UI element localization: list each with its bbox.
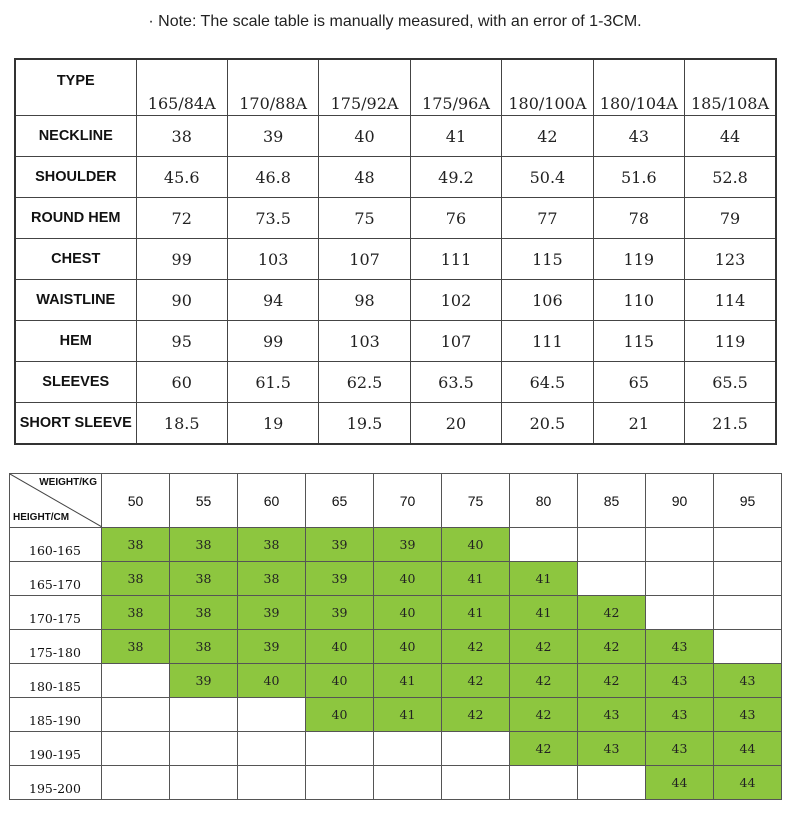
measurement-value: 64.5 (502, 362, 593, 403)
neckline-size-cell: 39 (238, 630, 306, 664)
neckline-size-cell: 41 (442, 596, 510, 630)
measurement-value: 79 (685, 198, 776, 239)
measurement-value: 95 (136, 321, 227, 362)
neckline-size-cell: 38 (102, 630, 170, 664)
empty-cell (578, 562, 646, 596)
neckline-size-cell: 40 (306, 630, 374, 664)
height-row (10, 528, 782, 562)
neckline-size-cell: 38 (102, 528, 170, 562)
neckline-size-cell: 41 (374, 664, 442, 698)
weight-height-corner (10, 474, 102, 528)
height-row (10, 596, 782, 630)
neckline-size-cell: 44 (646, 766, 714, 800)
empty-cell (238, 732, 306, 766)
empty-cell (646, 562, 714, 596)
height-axis-label: HEIGHT/CM (13, 512, 70, 523)
measurement-label: SHORT SLEEVE (15, 403, 136, 445)
measurement-value: 110 (593, 280, 684, 321)
measurement-label: NECKLINE (15, 116, 136, 157)
weight-header-cell: 80 (510, 474, 578, 528)
measurement-value: 115 (593, 321, 684, 362)
measurement-value: 40 (319, 116, 410, 157)
size-row (15, 157, 776, 198)
size-row (15, 239, 776, 280)
weight-header-cell: 75 (442, 474, 510, 528)
neckline-size-cell: 41 (510, 596, 578, 630)
neckline-size-cell: 40 (306, 664, 374, 698)
measurement-value: 107 (410, 321, 501, 362)
empty-cell (238, 766, 306, 800)
size-row (15, 116, 776, 157)
height-range-label: 160-165 (10, 528, 102, 562)
height-row (10, 698, 782, 732)
weight-header-cell: 60 (238, 474, 306, 528)
neckline-size-cell: 43 (714, 698, 782, 732)
empty-cell (102, 664, 170, 698)
neckline-size-cell: 43 (646, 698, 714, 732)
measurement-value: 73.5 (227, 198, 318, 239)
measurement-value: 20.5 (502, 403, 593, 445)
height-range-label: 175-180 (10, 630, 102, 664)
empty-cell (170, 766, 238, 800)
measurement-value: 76 (410, 198, 501, 239)
measurement-value: 65 (593, 362, 684, 403)
measurement-value: 42 (502, 116, 593, 157)
measurement-value: 102 (410, 280, 501, 321)
neckline-size-cell: 42 (510, 732, 578, 766)
height-range-label: 180-185 (10, 664, 102, 698)
measurement-value: 94 (227, 280, 318, 321)
size-header-cell: 185/108A (685, 59, 776, 116)
neckline-size-cell: 38 (102, 596, 170, 630)
weight-header-cell: 55 (170, 474, 238, 528)
empty-cell (510, 528, 578, 562)
measurement-value: 72 (136, 198, 227, 239)
size-row (15, 362, 776, 403)
weight-header-cell: 85 (578, 474, 646, 528)
measurement-value: 111 (410, 239, 501, 280)
measurement-value: 46.8 (227, 157, 318, 198)
measurement-value: 49.2 (410, 157, 501, 198)
empty-cell (306, 732, 374, 766)
measurement-label: SHOULDER (15, 157, 136, 198)
empty-cell (510, 766, 578, 800)
measurement-value: 50.4 (502, 157, 593, 198)
neckline-size-cell: 43 (578, 732, 646, 766)
size-row (15, 280, 776, 321)
size-row (15, 321, 776, 362)
measurement-value: 21.5 (685, 403, 776, 445)
measurement-value: 65.5 (685, 362, 776, 403)
neckline-size-cell: 44 (714, 766, 782, 800)
neckline-size-cell: 38 (102, 562, 170, 596)
height-row (10, 732, 782, 766)
weight-header-cell: 70 (374, 474, 442, 528)
height-row (10, 664, 782, 698)
size-table (14, 58, 777, 445)
size-header-cell: 175/96A (410, 59, 501, 116)
empty-cell (714, 562, 782, 596)
measurement-value: 107 (319, 239, 410, 280)
empty-cell (102, 766, 170, 800)
size-header-cell: 175/92A (319, 59, 410, 116)
measurement-value: 21 (593, 403, 684, 445)
empty-cell (646, 596, 714, 630)
measurement-value: 103 (227, 239, 318, 280)
height-row (10, 562, 782, 596)
neckline-size-cell: 38 (170, 562, 238, 596)
neckline-size-cell: 42 (510, 630, 578, 664)
measurement-value: 99 (136, 239, 227, 280)
neckline-size-cell: 39 (306, 528, 374, 562)
empty-cell (102, 732, 170, 766)
empty-cell (306, 766, 374, 800)
neckline-size-cell: 42 (578, 596, 646, 630)
neckline-size-cell: 39 (306, 562, 374, 596)
measurement-value: 90 (136, 280, 227, 321)
height-range-label: 190-195 (10, 732, 102, 766)
measurement-value: 52.8 (685, 157, 776, 198)
neckline-size-cell: 38 (170, 630, 238, 664)
neckline-size-cell: 41 (442, 562, 510, 596)
neckline-size-cell: 43 (714, 664, 782, 698)
height-range-label: 195-200 (10, 766, 102, 800)
neckline-size-cell: 41 (374, 698, 442, 732)
empty-cell (238, 698, 306, 732)
empty-cell (714, 528, 782, 562)
measurement-value: 111 (502, 321, 593, 362)
measurement-value: 51.6 (593, 157, 684, 198)
weight-header-row (10, 474, 782, 528)
measurement-value: 45.6 (136, 157, 227, 198)
neckline-size-cell: 40 (374, 630, 442, 664)
measurement-value: 99 (227, 321, 318, 362)
neckline-size-cell: 42 (442, 664, 510, 698)
neckline-size-cell: 39 (306, 596, 374, 630)
neckline-size-cell: 41 (510, 562, 578, 596)
neckline-size-cell: 42 (442, 630, 510, 664)
neckline-size-cell: 42 (442, 698, 510, 732)
measurement-label: CHEST (15, 239, 136, 280)
empty-cell (714, 630, 782, 664)
size-row (15, 403, 776, 445)
height-range-label: 185-190 (10, 698, 102, 732)
empty-cell (578, 766, 646, 800)
empty-cell (714, 596, 782, 630)
neckline-size-cell: 42 (578, 630, 646, 664)
measurement-value: 44 (685, 116, 776, 157)
measurement-value: 43 (593, 116, 684, 157)
neckline-size-cell: 43 (646, 664, 714, 698)
measurement-value: 103 (319, 321, 410, 362)
weight-header-cell: 50 (102, 474, 170, 528)
weight-header-cell: 65 (306, 474, 374, 528)
measurement-label: ROUND HEM (15, 198, 136, 239)
size-header-cell: 180/100A (502, 59, 593, 116)
size-header-cell: 170/88A (227, 59, 318, 116)
measurement-label: WAISTLINE (15, 280, 136, 321)
measurement-value: 114 (685, 280, 776, 321)
weight-axis-label: WEIGHT/KG (39, 477, 97, 488)
measurement-value: 75 (319, 198, 410, 239)
neckline-size-cell: 40 (306, 698, 374, 732)
height-row (10, 766, 782, 800)
neckline-size-cell: 39 (238, 596, 306, 630)
neckline-size-cell: 44 (714, 732, 782, 766)
height-range-label: 170-175 (10, 596, 102, 630)
neckline-size-cell: 43 (646, 732, 714, 766)
measurement-label: SLEEVES (15, 362, 136, 403)
empty-cell (170, 698, 238, 732)
neckline-size-cell: 38 (238, 528, 306, 562)
empty-cell (646, 528, 714, 562)
empty-cell (374, 732, 442, 766)
measurement-label: HEM (15, 321, 136, 362)
size-header-row (15, 59, 776, 116)
neckline-size-cell: 38 (170, 528, 238, 562)
measurement-value: 39 (227, 116, 318, 157)
measurement-value: 119 (593, 239, 684, 280)
measurement-value: 48 (319, 157, 410, 198)
neckline-size-cell: 43 (578, 698, 646, 732)
empty-cell (578, 528, 646, 562)
size-row (15, 198, 776, 239)
neckline-size-cell: 42 (578, 664, 646, 698)
measurement-value: 18.5 (136, 403, 227, 445)
measurement-value: 77 (502, 198, 593, 239)
weight-header-cell: 95 (714, 474, 782, 528)
height-row (10, 630, 782, 664)
measurement-value: 41 (410, 116, 501, 157)
measurement-value: 20 (410, 403, 501, 445)
empty-cell (442, 766, 510, 800)
neckline-size-cell: 38 (170, 596, 238, 630)
measurement-value: 19 (227, 403, 318, 445)
measurement-value: 98 (319, 280, 410, 321)
measurement-value: 115 (502, 239, 593, 280)
measurement-note: · Note: The scale table is manually measured, with an error of 1-3CM. (148, 13, 642, 30)
neckline-size-cell: 42 (510, 698, 578, 732)
neckline-size-cell: 43 (646, 630, 714, 664)
weight-height-table (9, 473, 782, 800)
measurement-value: 63.5 (410, 362, 501, 403)
size-header-cell: 165/84A (136, 59, 227, 116)
empty-cell (170, 732, 238, 766)
neckline-size-cell: 40 (374, 562, 442, 596)
measurement-value: 78 (593, 198, 684, 239)
empty-cell (442, 732, 510, 766)
measurement-value: 60 (136, 362, 227, 403)
neckline-size-cell: 39 (374, 528, 442, 562)
measurement-value: 61.5 (227, 362, 318, 403)
height-range-label: 165-170 (10, 562, 102, 596)
size-header-cell: 180/104A (593, 59, 684, 116)
neckline-size-cell: 40 (442, 528, 510, 562)
neckline-size-cell: 40 (374, 596, 442, 630)
neckline-size-cell: 40 (238, 664, 306, 698)
empty-cell (102, 698, 170, 732)
measurement-value: 119 (685, 321, 776, 362)
empty-cell (374, 766, 442, 800)
measurement-value: 123 (685, 239, 776, 280)
neckline-size-cell: 38 (238, 562, 306, 596)
neckline-size-cell: 42 (510, 664, 578, 698)
measurement-value: 19.5 (319, 403, 410, 445)
measurement-value: 62.5 (319, 362, 410, 403)
measurement-value: 106 (502, 280, 593, 321)
measurement-value: 38 (136, 116, 227, 157)
neckline-size-cell: 39 (170, 664, 238, 698)
type-header: TYPE (15, 59, 136, 116)
weight-header-cell: 90 (646, 474, 714, 528)
